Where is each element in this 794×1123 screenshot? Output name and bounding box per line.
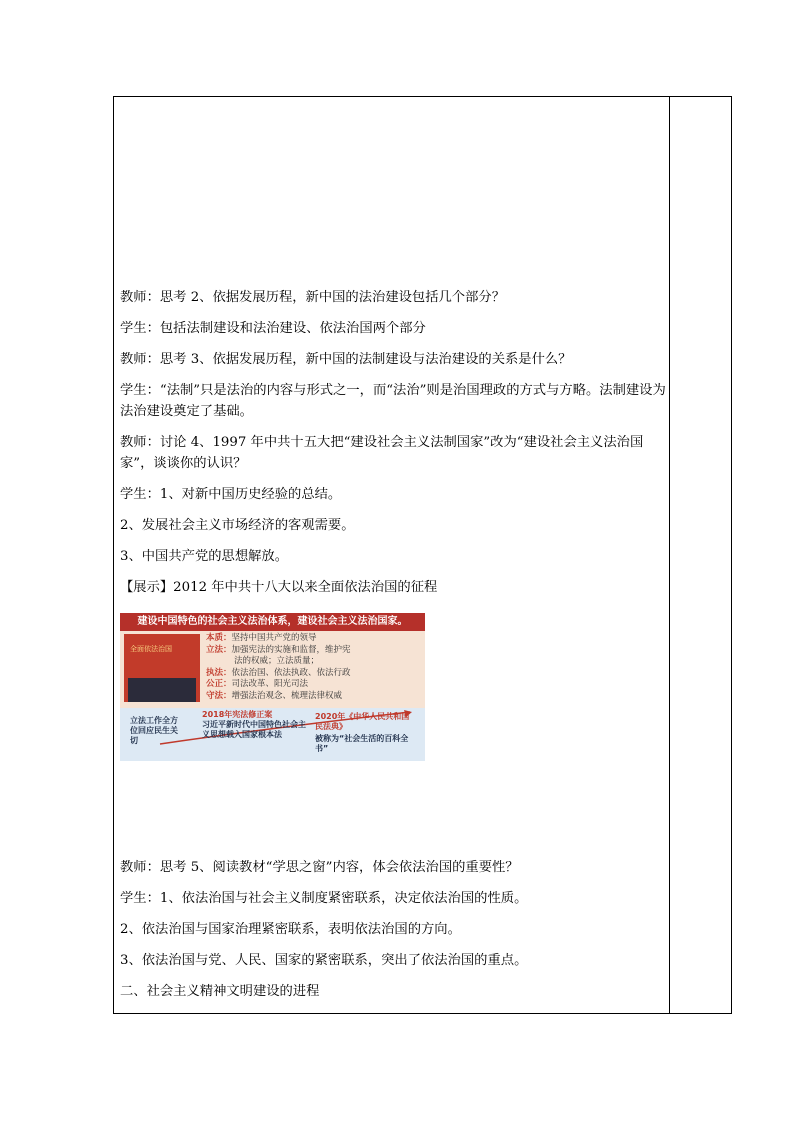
list-item: 本质：坚持中国共产党的领导 (206, 633, 317, 643)
people-silhouette (128, 678, 196, 702)
paragraph: 教师：思考 2、依据发展历程，新中国的法治建设包括几个部分？ (120, 290, 505, 305)
paragraph: 【展示】2012 年中共十八大以来全面依法治国的征程 (120, 580, 438, 595)
table-column-divider (669, 96, 670, 1014)
list-item: 法的权威；立法质量； (234, 656, 320, 666)
list-item: 公正：司法改革、阳光司法 (206, 679, 309, 689)
paragraph: 学生：1、依法治国与社会主义制度紧密联系，决定依法治国的性质。 (120, 891, 528, 906)
timeline-right: 被称为“社会生活的百科全书” (315, 734, 409, 753)
paragraph: 教师：讨论 4、1997 年中共十五大把“建设社会主义法制国家”改为“建设社会主义法治国家”，谈谈你的认识？ (120, 435, 644, 471)
photo-caption: 全面依法治国 (130, 645, 172, 653)
paragraph: 3、中国共产党的思想解放。 (120, 549, 289, 564)
list-item: 立法：加强宪法的实施和监督，维护宪 (206, 644, 351, 655)
list-item: 执法：依法治国、依法执政、依法行政 (206, 667, 351, 678)
timeline-right-year: 2020年《中华人民共和国民法典》 (315, 712, 410, 731)
paragraph: 3、依法治国与党、人民、国家的紧密联系，突出了依法治国的重点。 (120, 953, 528, 968)
paragraph: 2、发展社会主义市场经济的客观需要。 (120, 518, 355, 533)
paragraph: 二、社会主义精神文明建设的进程 (120, 984, 320, 999)
infographic-list (206, 633, 421, 702)
content-block-1 (120, 287, 666, 598)
paragraph: 教师：思考 5、阅读教材“学思之窗”内容，体会依法治国的重要性？ (120, 860, 519, 875)
infographic-top-panel (120, 613, 425, 708)
list-item: 守法：增强法治观念、梳理法律权威 (206, 690, 343, 701)
paragraph: 学生：“法制”只是法治的内容与形式之一，而“法治”则是治国理政的方式与方略。法制建设为法治建设奠定了基础。 (120, 383, 666, 419)
rule-of-law-infographic (120, 613, 425, 761)
paragraph: 学生：包括法制建设和法治建设、依法治国两个部分 (120, 321, 426, 336)
paragraph: 学生：1、对新中国历史经验的总结。 (120, 487, 342, 502)
paragraph: 教师：思考 3、依据发展历程，新中国的法制建设与法治建设的关系是什么？ (120, 352, 572, 367)
timeline-left: 立法工作全方位回应民生关切 (130, 716, 178, 745)
content-block-2 (120, 857, 666, 1002)
timeline-mid: 习近平新时代中国特色社会主义思想载入国家根本法 (202, 720, 306, 739)
timeline-mid-year: 2018年宪法修正案 (202, 710, 273, 719)
paragraph: 2、依法治国与国家治理紧密联系，表明依法治国的方向。 (120, 922, 461, 937)
infographic-photo (124, 634, 200, 702)
infographic-timeline (120, 708, 425, 761)
infographic-banner: 建设中国特色的社会主义法治体系，建设社会主义法治国家。 (120, 613, 425, 631)
